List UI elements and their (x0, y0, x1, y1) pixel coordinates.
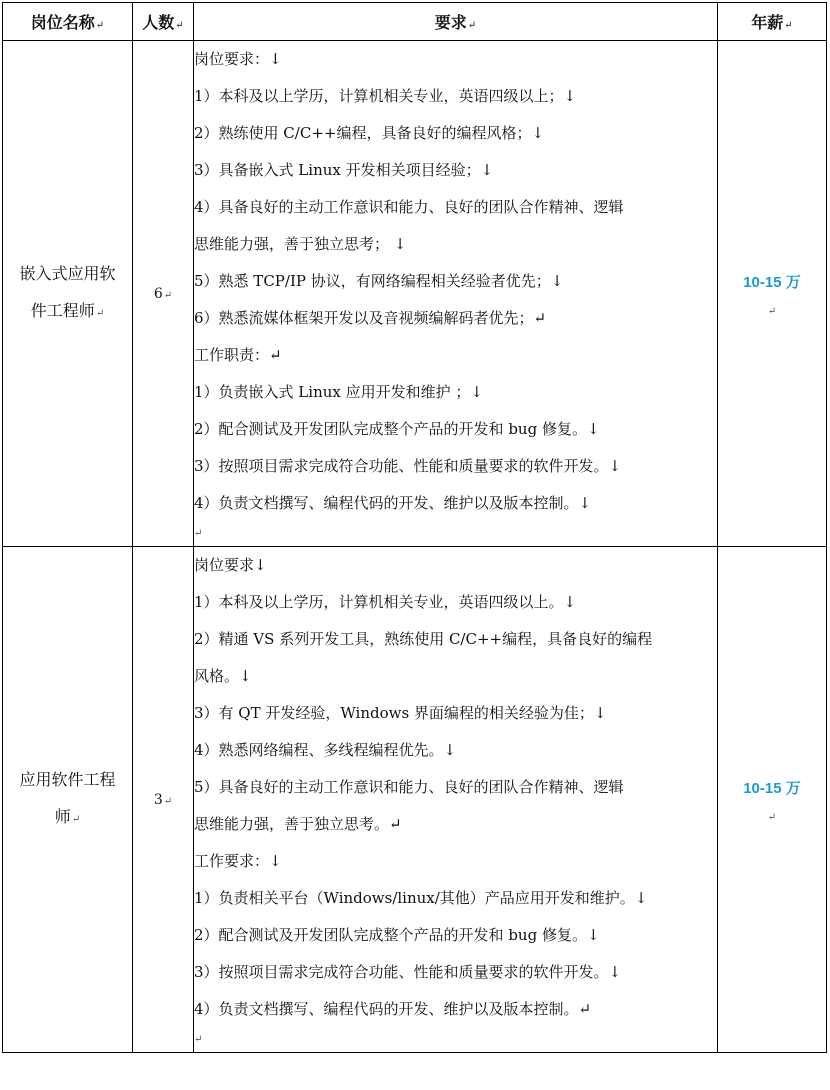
requirement-line: 3）按照项目需求完成符合功能、性能和质量要求的软件开发。↓ (194, 963, 622, 981)
paragraph-mark: ↵ (175, 20, 184, 31)
requirement-line: 4）负责文档撰写、编程代码的开发、维护以及版本控制。↓ (194, 494, 592, 512)
header-row (3, 3, 827, 41)
salary-cell (718, 41, 827, 547)
requirement-line: 思维能力强，善于独立思考。↵ (194, 815, 402, 833)
salary-value: 10-15 万 (743, 274, 801, 291)
requirement-line: ↵ (194, 528, 203, 539)
header-requirements: 要求↵ (194, 3, 718, 41)
job-title-line: 师 (54, 807, 71, 826)
requirement-line: 4）熟悉网络编程、多线程编程优先。↓ (194, 741, 457, 759)
requirement-line: 4）负责文档撰写、编程代码的开发、维护以及版本控制。↵ (194, 1000, 592, 1018)
headcount-cell: 3↵ (133, 547, 194, 1053)
paragraph-mark: ↵ (467, 20, 477, 31)
header-salary: 年薪↵ (718, 3, 827, 41)
paragraph-mark: ↵ (767, 306, 777, 317)
paragraph-mark: ↵ (163, 289, 173, 301)
job-table (2, 2, 827, 1053)
job-title-line: 件工程师 (30, 301, 95, 320)
headcount-cell: 6↵ (133, 41, 194, 547)
job-row (3, 41, 827, 547)
header-job-title: 岗位名称↵ (3, 3, 133, 41)
requirement-line: ↵ (194, 1034, 203, 1045)
requirement-line: 2）精通 VS 系列开发工具，熟练使用 C/C++编程，具备良好的编程 (194, 630, 653, 648)
job-title-line: 嵌入式应用软 (19, 264, 116, 283)
requirement-line: 1）本科及以上学历，计算机相关专业，英语四级以上。↓ (194, 593, 577, 611)
requirements-cell (194, 41, 718, 547)
requirement-line: 岗位要求：↓ (194, 50, 282, 68)
requirement-line: 风格。↓ (194, 667, 252, 685)
requirement-line: 5）熟悉 TCP/IP 协议，有网络编程相关经验者优先；↓ (194, 272, 564, 290)
requirement-line: 3）按照项目需求完成符合功能、性能和质量要求的软件开发。↓ (194, 457, 622, 475)
requirement-line: 4）具备良好的主动工作意识和能力、良好的团队合作精神、逻辑 (194, 198, 624, 216)
paragraph-mark: ↵ (95, 308, 105, 319)
job-title-cell (3, 547, 133, 1053)
requirement-line: 2）配合测试及开发团队完成整个产品的开发和 bug 修复。↓ (194, 420, 600, 438)
requirement-line: 1）本科及以上学历，计算机相关专业，英语四级以上；↓ (194, 87, 577, 105)
requirement-line: 工作要求：↓ (194, 852, 282, 870)
requirement-line: 2）熟练使用 C/C++编程，具备良好的编程风格；↓ (194, 124, 545, 142)
paragraph-mark: ↵ (767, 812, 777, 823)
requirement-line: 5）具备良好的主动工作意识和能力、良好的团队合作精神、逻辑 (194, 778, 624, 796)
requirement-line: 3）具备嵌入式 Linux 开发相关项目经验；↓ (194, 161, 494, 179)
salary-cell (718, 547, 827, 1053)
job-title-cell (3, 41, 133, 547)
job-row (3, 547, 827, 1053)
requirement-line: 6）熟悉流媒体框架开发以及音视频编解码者优先；↵ (194, 309, 547, 327)
paragraph-mark: ↵ (784, 20, 793, 31)
paragraph-mark: ↵ (95, 20, 105, 31)
paragraph-mark: ↵ (71, 814, 81, 825)
requirement-line: 2）配合测试及开发团队完成整个产品的开发和 bug 修复。↓ (194, 926, 600, 944)
paragraph-mark: ↵ (163, 795, 173, 807)
requirement-line: 思维能力强，善于独立思考； ↓ (194, 235, 407, 253)
requirement-line: 1）负责相关平台（Windows/linux/其他）产品应用开发和维护。↓ (194, 889, 648, 907)
requirement-line: 1）负责嵌入式 Linux 应用开发和维护 ；↓ (194, 383, 483, 401)
requirements-cell (194, 547, 718, 1053)
requirement-line: 岗位要求↓ (194, 556, 267, 574)
requirement-line: 工作职责：↵ (194, 346, 282, 364)
job-title-line: 应用软件工程 (19, 770, 116, 789)
header-headcount: 人数↵ (133, 3, 194, 41)
requirement-line: 3）有 QT 开发经验，Windows 界面编程的相关经验为佳；↓ (194, 704, 607, 722)
salary-value: 10-15 万 (743, 780, 801, 797)
